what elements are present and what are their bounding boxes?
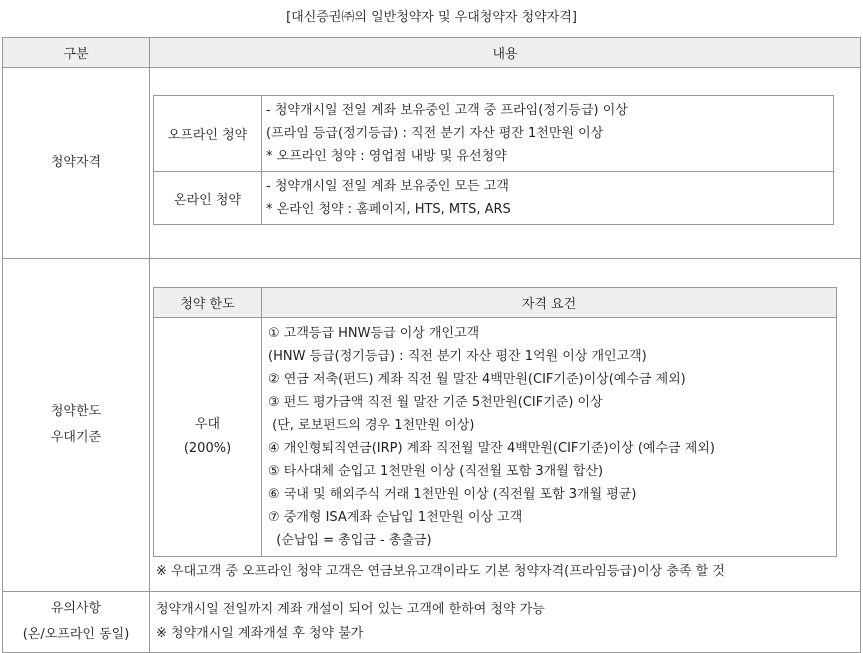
- requirement-item: ③ 펀드 평가금액 직전 월 말잔 기준 5천만원(CIF기준) 이상: [268, 395, 603, 410]
- notice-content: [150, 592, 861, 653]
- offline-line: (프라임 등급(정기등급) : 직전 분기 자산 평잔 1천만원 이상: [266, 126, 604, 141]
- limit-cell: [154, 318, 262, 557]
- requirements-cell: [262, 318, 837, 557]
- requirement-item: (순납입 = 총입금 - 총출금): [268, 533, 432, 548]
- notice-label: [3, 592, 150, 653]
- online-label: 온라인 청약: [154, 172, 262, 225]
- requirement-header: 자격 요건: [262, 288, 837, 318]
- eligibility-content: [150, 68, 861, 259]
- eligibility-label: 청약자격: [3, 68, 150, 259]
- offline-label: 오프라인 청약: [154, 96, 262, 172]
- limit-line2: (200%): [183, 441, 232, 456]
- notice-line: 청약개시일 전일까지 계좌 개설이 되어 있는 고객에 한하여 청약 가능: [156, 602, 545, 617]
- online-line: * 온라인 청약 : 홈페이지, HTS, MTS, ARS: [266, 202, 511, 217]
- preferred-note: ※ 우대고객 중 오프라인 청약 고객은 연금보유고객이라도 기본 청약자격(프라임등급)이상 충족 할 것: [156, 564, 725, 579]
- offline-row: [154, 96, 834, 172]
- preferred-row: [3, 259, 861, 592]
- requirement-item: ⑦ 중개형 ISA계좌 순납입 1천만원 이상 고객: [268, 510, 523, 525]
- eligibility-row: [3, 68, 861, 259]
- notice-line: ※ 청약개시일 계좌개설 후 청약 불가: [156, 626, 364, 641]
- offline-line: * 오프라인 청약 : 영업점 내방 및 유선청약: [266, 149, 507, 164]
- preferred-label-line1: 청약한도: [50, 404, 102, 419]
- eligibility-inner-table: [153, 95, 834, 225]
- subscription-table: [2, 37, 861, 653]
- notice-label-line1: 유의사항: [50, 601, 102, 616]
- preferred-label: [3, 259, 150, 592]
- requirement-item: ⑤ 타사대체 순입고 1천만원 이상 (직전월 포함 3개월 합산): [268, 464, 604, 479]
- requirement-item: ④ 개인형퇴직연금(IRP) 계좌 직전월 말잔 4백만원(CIF기준)이상 (예수금 제외): [268, 441, 715, 456]
- online-row: [154, 172, 834, 225]
- requirement-item: (단, 로보펀드의 경우 1천만원 이상): [268, 418, 475, 433]
- requirement-item: ① 고객등급 HNW등급 이상 개인고객: [268, 326, 480, 341]
- header-content: 내용: [150, 38, 861, 68]
- table-header-row: [3, 38, 861, 68]
- preferred-content: [150, 259, 861, 592]
- online-line: - 청약개시일 전일 계좌 보유중인 모든 고객: [266, 179, 509, 194]
- limit-header: 청약 한도: [154, 288, 262, 318]
- header-category: 구분: [3, 38, 150, 68]
- limit-line1: 우대: [194, 417, 221, 432]
- document-title: [대신증권㈜의 일반청약자 및 우대청약자 청약자격]: [286, 10, 577, 25]
- notice-label-line2: (온/오프라인 동일): [22, 627, 130, 642]
- requirement-item: ⑥ 국내 및 해외주식 거래 1천만원 이상 (직전월 포함 3개월 평균): [268, 487, 637, 502]
- requirement-item: ② 연금 저축(펀드) 계좌 직전 월 말잔 4백만원(CIF기준)이상(예수금 제외): [268, 372, 686, 387]
- notice-row: [3, 592, 861, 653]
- preferred-inner-table: [153, 287, 837, 557]
- requirement-item: (HNW 등급(정기등급) : 직전 분기 자산 평잔 1억원 이상 개인고객): [268, 349, 647, 364]
- offline-line: - 청약개시일 전일 계좌 보유중인 고객 중 프라임(정기등급) 이상: [266, 103, 628, 118]
- preferred-label-line2: 우대기준: [50, 430, 102, 445]
